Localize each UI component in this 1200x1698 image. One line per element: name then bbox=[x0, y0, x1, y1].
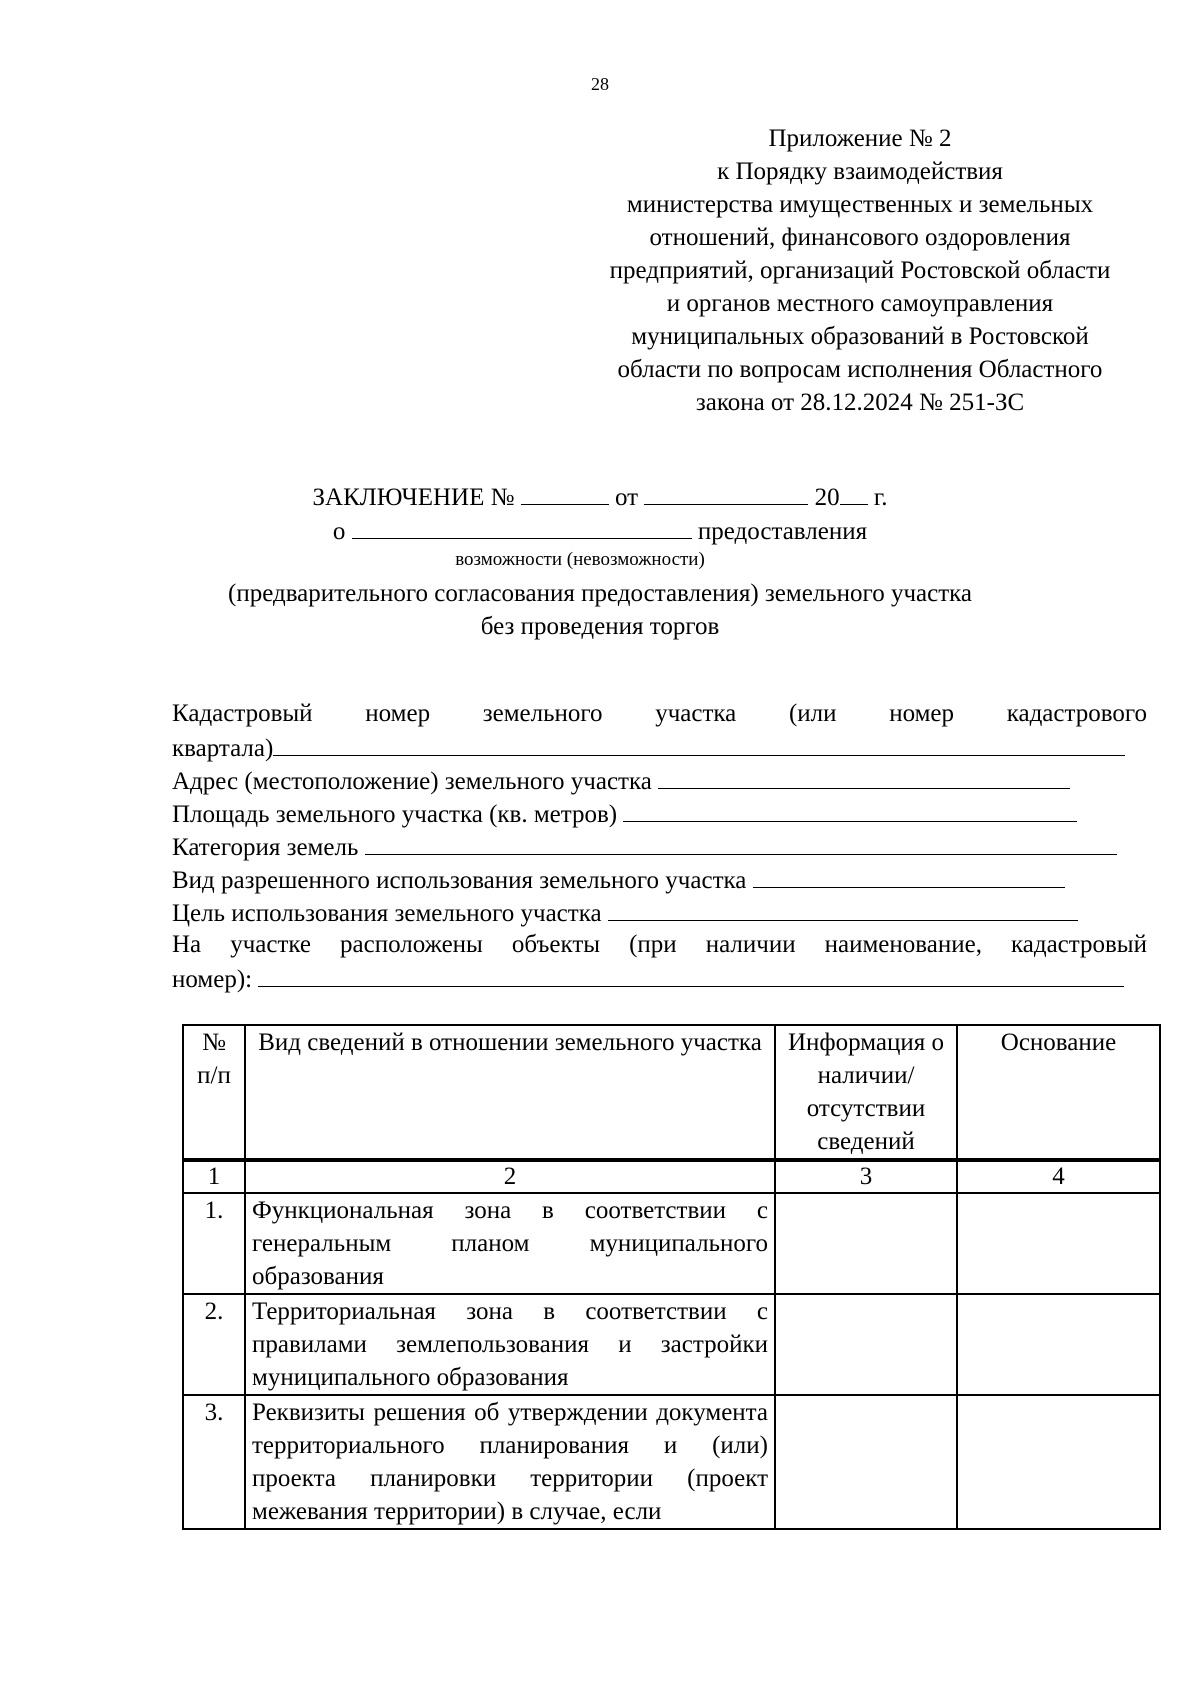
header-basis: Основание bbox=[957, 1025, 1160, 1160]
appendix-line: предприятий, организаций Ростовской области bbox=[609, 257, 1111, 284]
row-description: Реквизиты решения об утверждении документа территориального планирования и (или) проекта планировки территории (проект межевания территории) в случае, если bbox=[245, 1395, 775, 1529]
row-number: 3. bbox=[183, 1395, 245, 1529]
cadastral-label-line1: Кадастровый номер земельного участка (или номер кадастрового bbox=[172, 700, 1147, 727]
conclusion-line3: (предварительного согласования предоставления) земельного участка bbox=[228, 580, 972, 607]
category-blank bbox=[365, 829, 1117, 855]
row-number: 1. bbox=[183, 1193, 245, 1294]
appendix-line: области по вопросам исполнения Областного bbox=[617, 356, 1103, 383]
about-suffix: предоставления bbox=[697, 518, 868, 545]
row-info-cell bbox=[775, 1294, 957, 1395]
address-label: Адрес (местоположение) земельного участка bbox=[172, 768, 652, 795]
appendix-line: отношений, финансового оздоровления bbox=[649, 224, 1071, 251]
row-basis-cell bbox=[957, 1395, 1160, 1529]
permitted-use-blank bbox=[753, 862, 1065, 888]
conclusion-title bbox=[130, 480, 1070, 514]
table-row bbox=[183, 1395, 1160, 1529]
area-field bbox=[172, 796, 1147, 831]
table-row bbox=[183, 1294, 1160, 1395]
row-info-cell bbox=[775, 1395, 957, 1529]
year-blank bbox=[840, 480, 868, 505]
category-field bbox=[172, 829, 1147, 864]
title-year: 20 bbox=[814, 484, 840, 511]
row-description: Территориальная зона в соответствии с правилами землепользования и застройки муниципального образования bbox=[245, 1294, 775, 1395]
title-prefix: ЗАКЛЮЧЕНИЕ № bbox=[312, 484, 515, 511]
column-number: 1 bbox=[183, 1160, 245, 1193]
permitted-use-label: Вид разрешенного использования земельного участка bbox=[172, 867, 747, 894]
area-blank bbox=[623, 796, 1077, 822]
title-from: от bbox=[614, 484, 639, 511]
title-suffix: г. bbox=[873, 484, 888, 511]
appendix-line: муниципальных образований в Ростовской bbox=[631, 323, 1089, 350]
row-basis-cell bbox=[957, 1294, 1160, 1395]
row-number: 2. bbox=[183, 1294, 245, 1395]
row-basis-cell bbox=[957, 1193, 1160, 1294]
objects-label-line2: номер): bbox=[172, 966, 253, 993]
land-info-table bbox=[182, 1024, 1161, 1530]
cadastral-label-line2: квартала) bbox=[172, 735, 274, 762]
row-info-cell bbox=[775, 1193, 957, 1294]
permitted-use-field bbox=[172, 862, 1147, 897]
number-blank bbox=[521, 480, 609, 505]
appendix-line: к Порядку взаимодействия bbox=[717, 158, 1003, 185]
objects-blank bbox=[258, 961, 1124, 987]
column-number: 2 bbox=[245, 1160, 775, 1193]
category-label: Категория земель bbox=[172, 834, 359, 861]
appendix-header bbox=[560, 122, 1160, 419]
objects-field bbox=[172, 961, 1147, 996]
appendix-line: министерства имущественных и земельных bbox=[626, 191, 1094, 218]
column-number: 3 bbox=[775, 1160, 957, 1193]
conclusion-line4: без проведения торгов bbox=[480, 613, 720, 640]
possibility-blank bbox=[352, 514, 692, 539]
area-label: Площадь земельного участка (кв. метров) bbox=[172, 801, 618, 828]
appendix-line: закона от 28.12.2024 № 251-ЗС bbox=[695, 389, 1025, 416]
header-number: № п/п bbox=[183, 1025, 245, 1160]
cadastral-blank bbox=[273, 730, 1125, 756]
header-info: Информация о наличии/ отсутствии сведений bbox=[775, 1025, 957, 1160]
header-type: Вид сведений в отношении земельного участка bbox=[245, 1025, 775, 1160]
purpose-field bbox=[172, 895, 1147, 930]
appendix-line: Приложение № 2 bbox=[768, 125, 952, 152]
possibility-hint: возможности (невозможности) bbox=[455, 549, 705, 570]
column-number-row bbox=[183, 1160, 1160, 1193]
date-blank bbox=[644, 480, 808, 505]
purpose-label: Цель использования земельного участка bbox=[172, 900, 602, 927]
purpose-blank bbox=[608, 895, 1078, 921]
about-prefix: о bbox=[332, 518, 346, 545]
appendix-line: и органов местного самоуправления bbox=[666, 290, 1054, 317]
address-blank bbox=[658, 763, 1070, 789]
address-field bbox=[172, 763, 1147, 798]
column-number: 4 bbox=[957, 1160, 1160, 1193]
table-header-row bbox=[183, 1025, 1160, 1160]
table-row bbox=[183, 1193, 1160, 1294]
conclusion-about-line bbox=[130, 514, 1070, 548]
objects-label-line1: На участке расположены объекты (при наличии наименование, кадастровый bbox=[172, 931, 1147, 958]
cadastral-field bbox=[172, 730, 1147, 765]
row-description: Функциональная зона в соответствии с генеральным планом муниципального образования bbox=[245, 1193, 775, 1294]
page-number: 28 bbox=[591, 74, 609, 94]
